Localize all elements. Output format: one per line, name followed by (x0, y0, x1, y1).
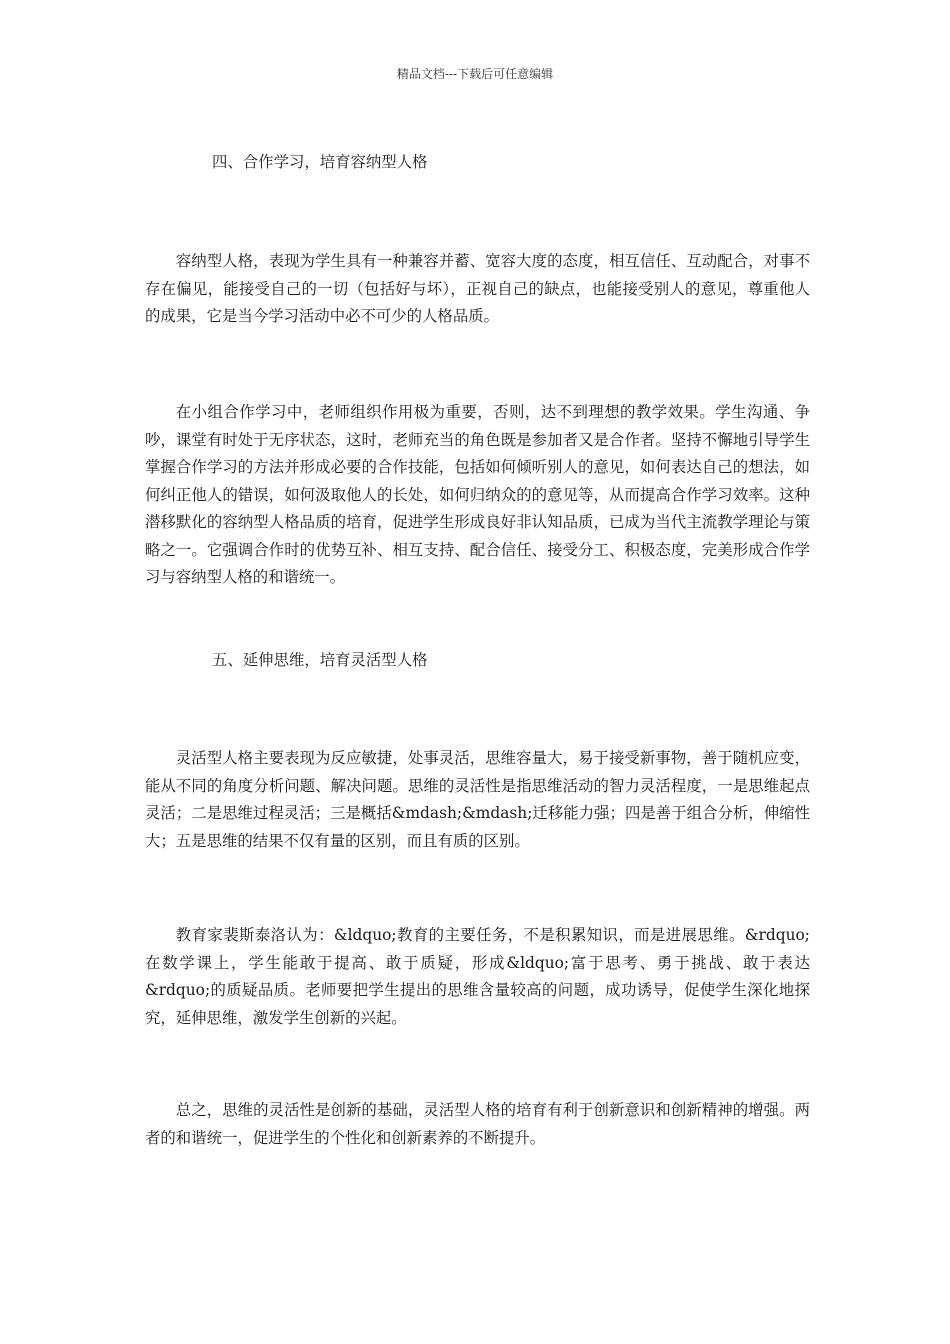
page-header: 精品文档---下载后可任意编辑 (396, 67, 554, 81)
section-5-paragraph-1: 灵活型人格主要表现为反应敏捷，处事灵活，思维容量大，易于接受新事物，善于随机应变，能从不同的角度分析问题、解决问题。思维的灵活性是指思维活动的智力灵活程度，一是思维起点灵活；二是思维过程灵活；三是概括&mdash;&mdash;迁移能力强；四是善于组合分析，伸缩性大；五是思维的结果不仅有量的区别，而且有质的区别。 (145, 749, 810, 850)
section-4-paragraph-2: 在小组合作学习中，老师组织作用极为重要，否则，达不到理想的教学效果。学生沟通、争吵，课堂有时处于无序状态，这时，老师充当的角色既是参加者又是合作者。坚持不懈地引导学生掌握合作学习的方法并形成必要的合作技能，包括如何倾听别人的意见，如何表达自己的想法，如何纠正他人的错误，如何汲取他人的长处，如何归纳众的的意见等，从而提高合作学习效率。这种潜移默化的容纳型人格品质的培育，促进学生形成良好非认知品质，已成为当代主流教学理论与策略之一。它强调合作时的优势互补、相互支持、配合信任、接受分工、积极态度，完美形成合作学习与容纳型人格的和谐统一。 (145, 403, 810, 586)
section-5-paragraph-2: 教育家裴斯泰洛认为：&ldquo;教育的主要任务，不是积累知识，而是进展思维。&rdquo;在数学课上，学生能敢于提高、敢于质疑，形成&ldquo;富于思考、勇于挑战、敢于表达&rdquo;的质疑品质。老师要把学生提出的思维含量较高的问题，成功诱导，促使学生深化地探究，延伸思维，激发学生创新的兴起。 (145, 926, 810, 1027)
section-5-paragraph-3: 总之，思维的灵活性是创新的基础，灵活型人格的培育有利于创新意识和创新精神的增强。两者的和谐统一，促进学生的个性化和创新素养的不断提升。 (145, 1101, 810, 1147)
section-5-heading: 五、延伸思维，培育灵活型人格 (212, 651, 428, 669)
section-4-heading: 四、合作学习，培育容纳型人格 (212, 153, 428, 171)
section-4-paragraph-1: 容纳型人格，表现为学生具有一种兼容并蓄、宽容大度的态度，相互信任、互动配合，对事不存在偏见，能接受自己的一切（包括好与坏），正视自己的缺点，也能接受别人的意见，尊重他人的成果，它是当今学习活动中必不可少的人格品质。 (145, 252, 810, 325)
